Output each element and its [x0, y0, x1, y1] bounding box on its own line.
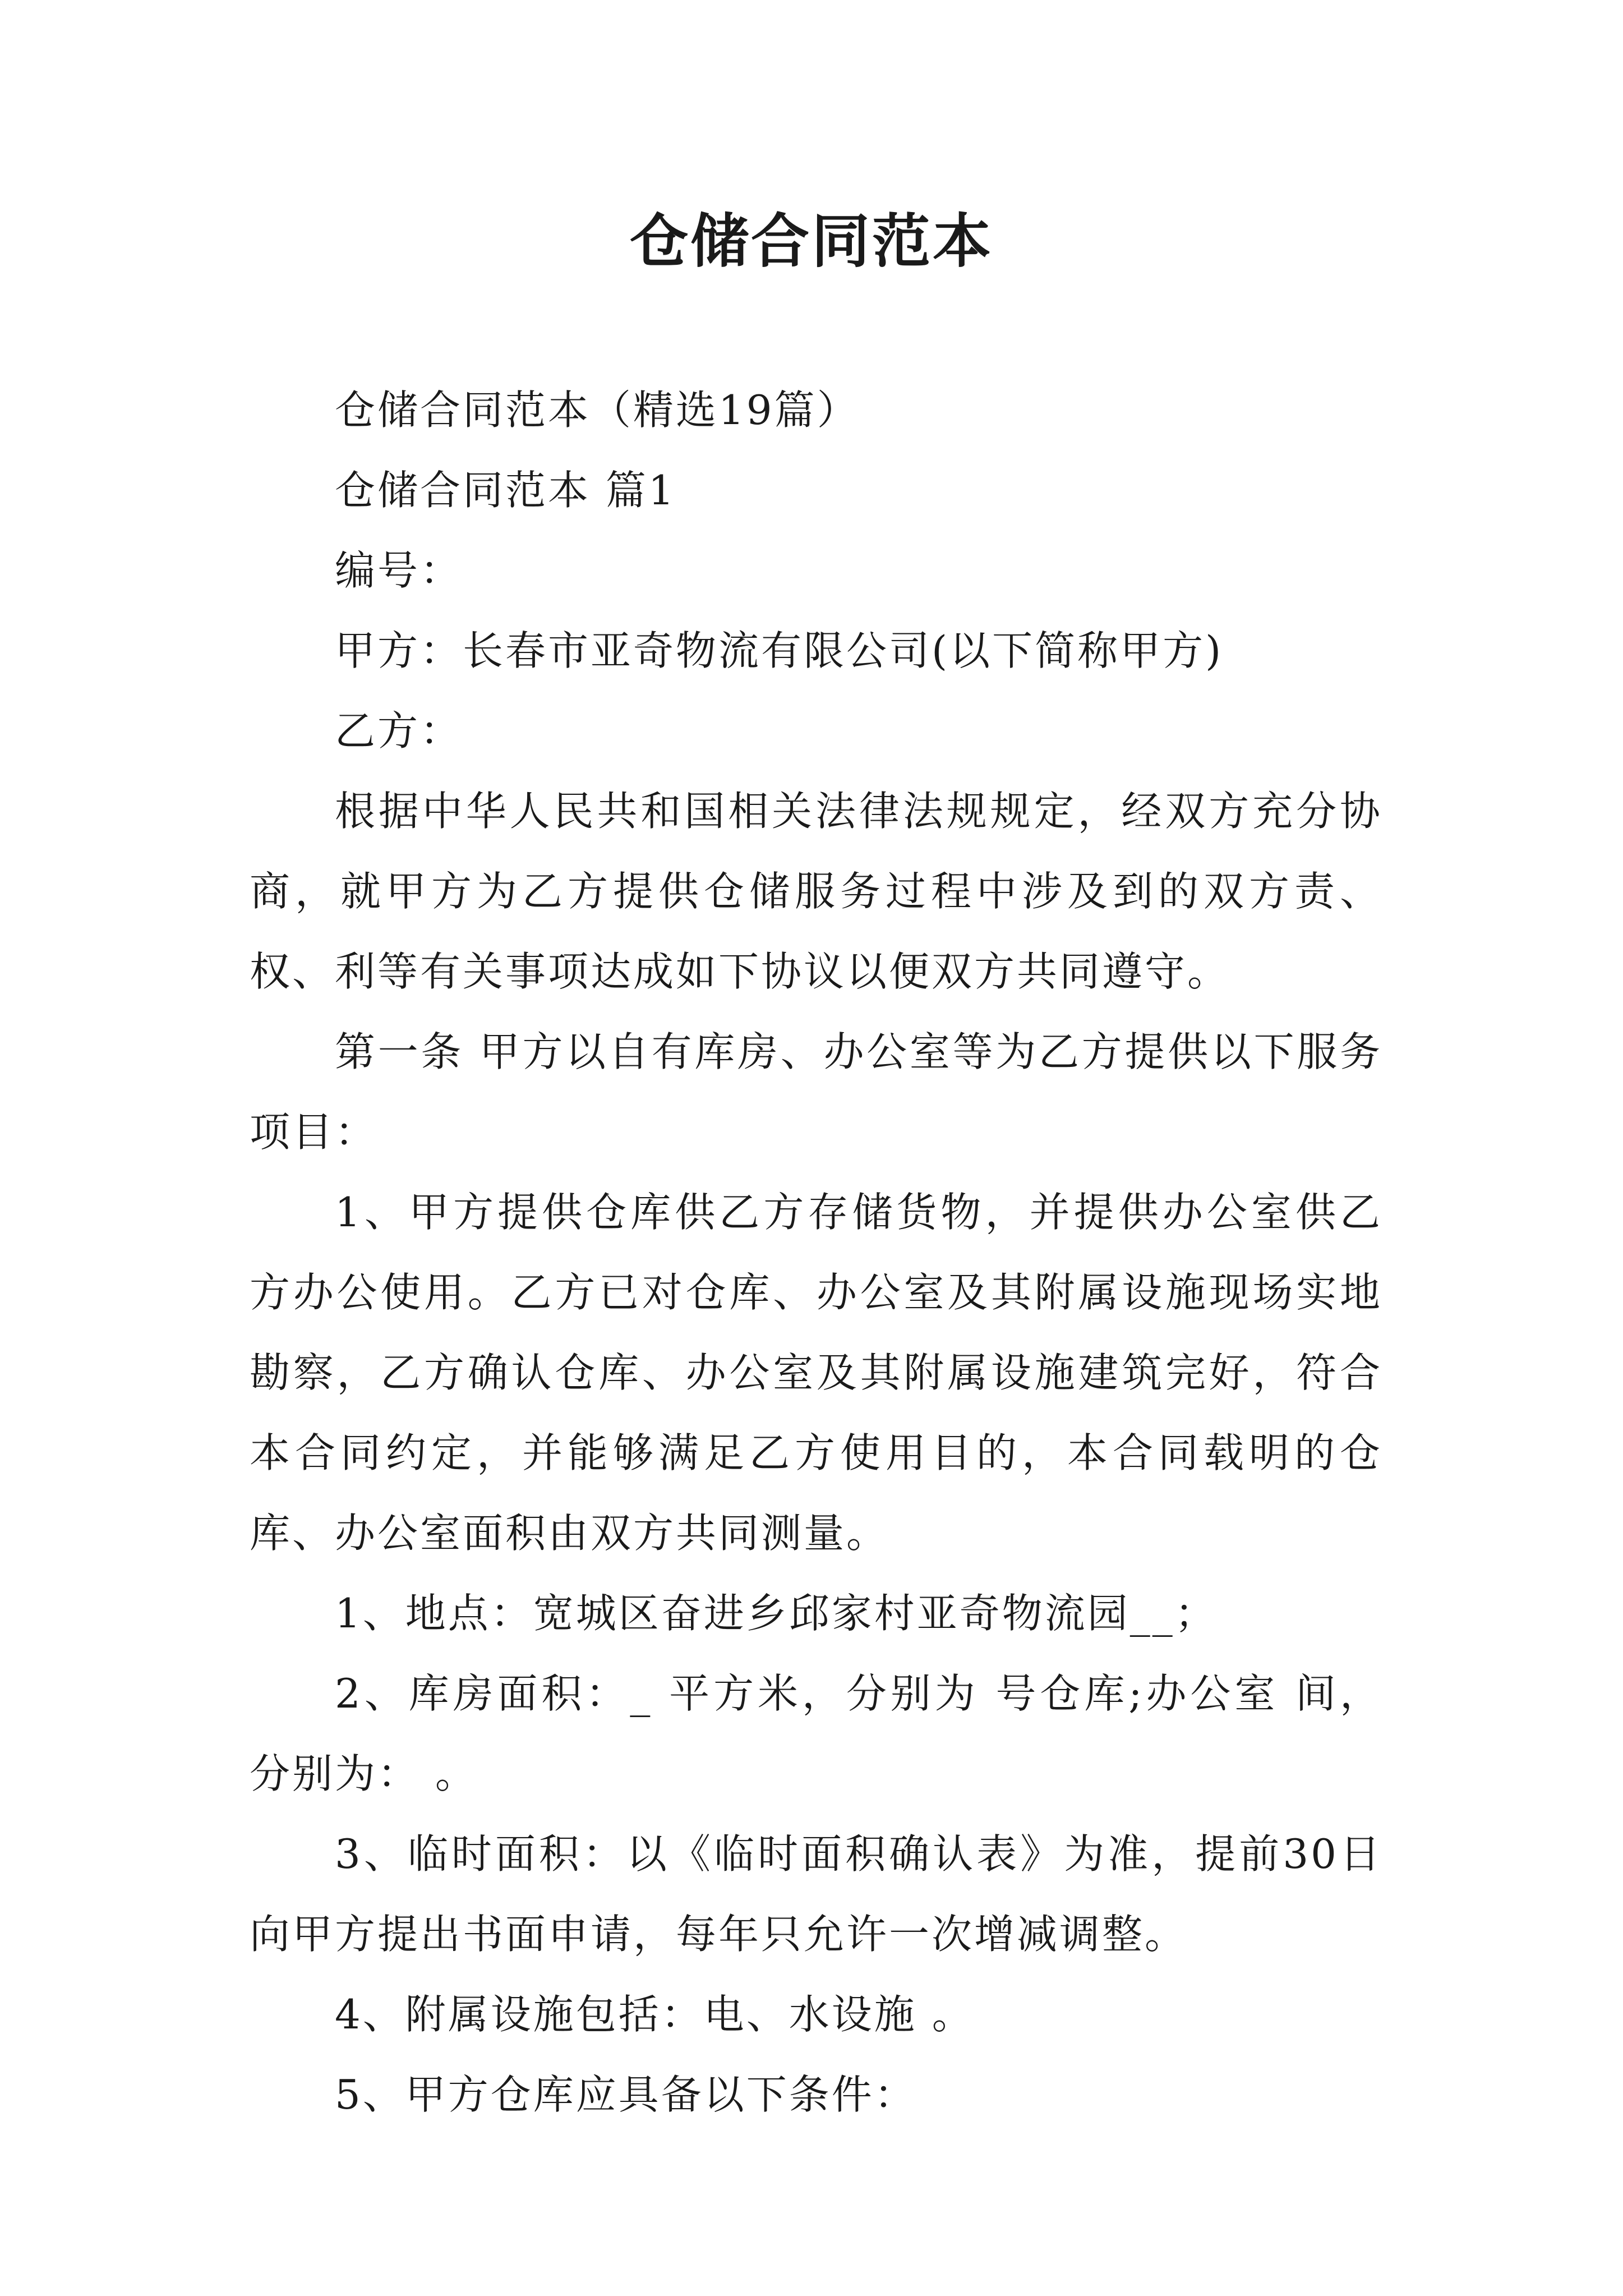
paragraph-facilities: 4、附属设施包括：电、水设施 。: [335, 1991, 975, 2038]
document-title: 仓储合同范本: [629, 206, 993, 275]
paragraph-clause-1: 1、甲方提供仓库供乙方存储货物，并提供办公室供乙方办公使用。乙方已对仓库、办公室及其附属设施现场实地勘察，乙方确认仓库、办公室及其附属设施建筑完好，符合本合同约定，并能够满足乙方使用目的，本合同载明的仓库、办公室面积由双方共同测量。: [250, 1189, 1382, 1557]
paragraph-location: 1、地点：宽城区奋进乡邱家村亚奇物流园__；: [335, 1590, 1218, 1637]
paragraph-section-heading: 仓储合同范本 篇1: [335, 467, 676, 514]
paragraph-party-a: 甲方：长春市亚奇物流有限公司(以下简称甲方): [335, 627, 1224, 674]
paragraph-temporary-area: 3、临时面积：以《临时面积确认表》为准，提前30日向甲方提出书面申请，每年只允许一次增减调整。: [250, 1830, 1382, 1958]
paragraph-subtitle: 仓储合同范本（精选19篇）: [335, 386, 860, 434]
paragraph-warehouse-area: 2、库房面积：_ 平方米，分别为 号仓库;办公室 间，分别为： 。: [250, 1670, 1382, 1797]
paragraph-warehouse-conditions: 5、甲方仓库应具备以下条件：: [335, 2071, 917, 2118]
paragraph-article-1: 第一条 甲方以自有库房、办公室等为乙方提供以下服务项目：: [250, 1028, 1382, 1156]
document-body: [250, 370, 1382, 2135]
paragraph-party-b: 乙方：: [335, 707, 463, 754]
paragraph-contract-number: 编号：: [335, 547, 463, 594]
paragraph-preamble: 根据中华人民共和国相关法律法规规定，经双方充分协商，就甲方为乙方提供仓储服务过程中涉及到的双方责、权、利等有关事项达成如下协议以便双方共同遵守。: [250, 788, 1382, 995]
